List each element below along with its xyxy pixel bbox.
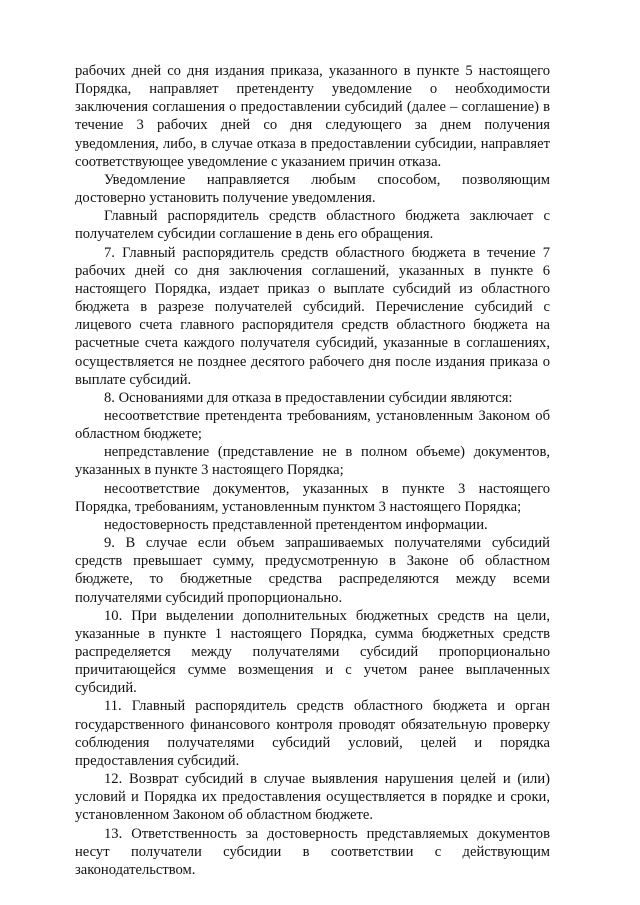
- paragraph-item-8: 8. Основаниями для отказа в предоставлении субсидии являются:: [104, 389, 513, 406]
- document-page: [75, 62, 550, 879]
- paragraph-item-10: 10. При выделении дополнительных бюджетных средств на цели, указанные в пункте 1 настоящего Порядка, сумма бюджетных средств распределяется между получателями субсидий пропорционально причитающейся сумме возмещения и с учетом ранее выплаченных субсидий.: [75, 607, 550, 697]
- paragraph-item-13: 13. Ответственность за достоверность представляемых документов несут получатели субсидии в соответствии с действующим законодательством.: [75, 825, 550, 878]
- paragraph-item-8-reason-3: несоответствие документов, указанных в пункте 3 настоящего Порядка, требованиям, установленным пунктом 3 настоящего Порядка;: [75, 480, 550, 515]
- paragraph-item-11: 11. Главный распорядитель средств областного бюджета и орган государственного финансового контроля проводят обязательную проверку соблюдения получателями субсидий условий, целей и порядка предоставления субсидий.: [75, 698, 550, 769]
- paragraph-item-8-reason-1: несоответствие претендента требованиям, установленным Законом об областном бюджете;: [75, 407, 550, 443]
- paragraph-continuation: рабочих дней со дня издания приказа, указанного в пункте 5 настоящего Порядка, направляет претенденту уведомление о необходимости заключения соглашения о предоставлении субсидий (далее – соглашение) в течение 3 рабочих дней со дня следующего за днем получения уведомления, либо, в случае отказа в предоставлении субсидии, направляет соответствующее уведомление с указанием причин отказа.: [75, 63, 550, 170]
- paragraph-item-12: 12. Возврат субсидий в случае выявления нарушения целей и (или) условий и Порядка их предоставления осуществляется в порядке и сроки, установленном Законом об областном бюджете.: [75, 771, 550, 824]
- paragraph-agreement-signing: Главный распорядитель средств областного бюджета заключает с получателем субсидии соглашение в день его обращения.: [75, 208, 550, 243]
- paragraph-item-9: 9. В случае если объем запрашиваемых получателями субсидий средств превышает сумму, предусмотренную в Законе об областном бюджете, то бюджетные средства распределяются между всеми получателями субсидий пропорционально.: [75, 535, 550, 606]
- paragraph-item-7: 7. Главный распорядитель средств областного бюджета в течение 7 рабочих дней со дня заключения соглашений, указанных в пункте 6 настоящего Порядка, издает приказ о выплате субсидий из областного бюджета в разрезе получателей субсидий. Перечисление субсидий с лицевого счета главного распорядителя средств областного бюджета на расчетные счета каждого получателя субсидий, указанные в соглашениях, осуществляется не позднее десятого рабочего дня после издания приказа о выплате субсидий.: [75, 244, 550, 388]
- paragraph-notification-method: Уведомление направляется любым способом, позволяющим достоверно установить получение уведомления.: [75, 171, 550, 207]
- paragraph-item-8-reason-4: недостоверность представленной претендентом информации.: [104, 516, 488, 533]
- paragraph-item-8-reason-2: непредставление (представление не в полном объеме) документов, указанных в пункте 3 настоящего Порядка;: [75, 444, 550, 479]
